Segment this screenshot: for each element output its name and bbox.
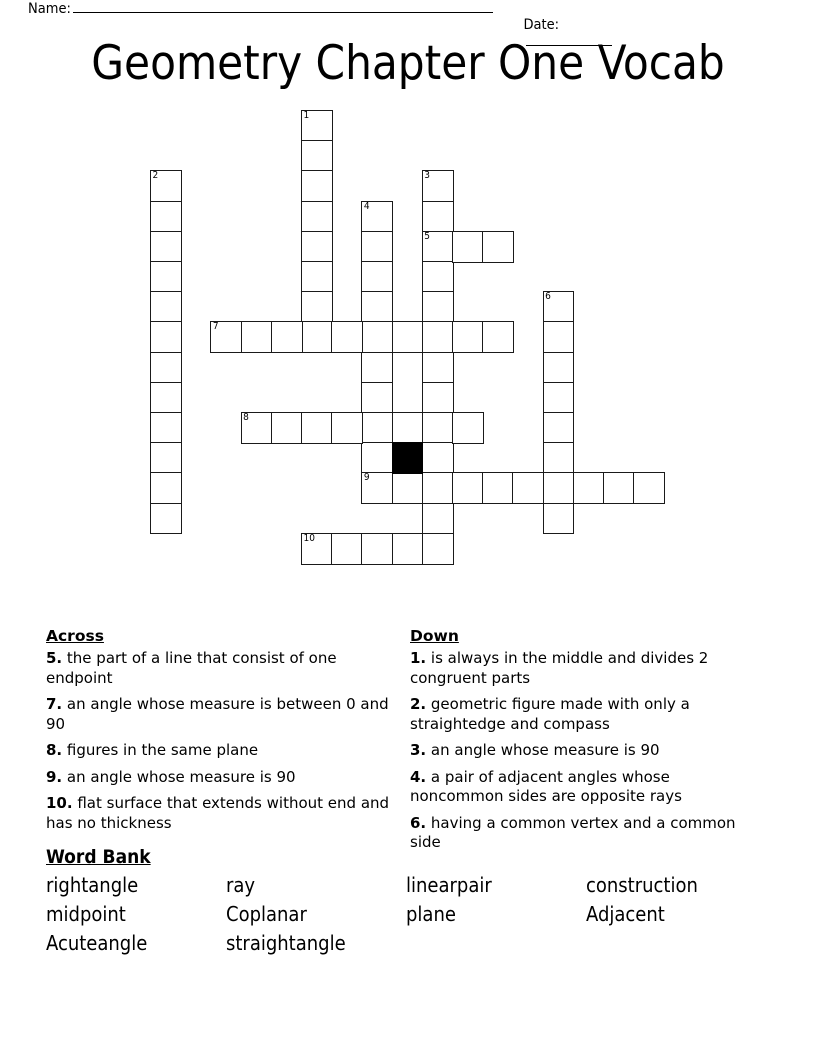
grid-cell[interactable] bbox=[271, 321, 303, 353]
grid-cell-number: 5 bbox=[424, 230, 431, 242]
word-bank-empty bbox=[586, 929, 776, 958]
grid-cell[interactable] bbox=[150, 231, 182, 263]
across-clue bbox=[46, 794, 394, 833]
grid-cell[interactable] bbox=[392, 533, 424, 565]
word-bank-word[interactable]: construction bbox=[586, 873, 698, 897]
grid-cell[interactable] bbox=[210, 321, 242, 353]
grid-cell[interactable] bbox=[301, 231, 333, 263]
grid-cell[interactable] bbox=[150, 261, 182, 293]
down-clue bbox=[410, 768, 746, 807]
word-bank-word[interactable]: Acuteangle bbox=[46, 931, 148, 955]
grid-cell[interactable] bbox=[452, 412, 484, 444]
across-clue-text: an angle whose measure is 90 bbox=[62, 767, 296, 786]
grid-cell-number: 6 bbox=[545, 291, 551, 303]
grid-cell[interactable] bbox=[543, 352, 575, 384]
across-clue-number: 7. bbox=[46, 695, 63, 713]
grid-cell[interactable] bbox=[392, 412, 424, 444]
across-clue-number: 9. bbox=[46, 767, 63, 786]
down-clue bbox=[410, 741, 746, 761]
word-bank-word[interactable]: plane bbox=[406, 902, 456, 926]
down-clue-text: having a common vertex and a common side bbox=[410, 813, 736, 851]
grid-cell[interactable] bbox=[422, 503, 454, 535]
grid-cell[interactable] bbox=[422, 261, 454, 293]
grid-cell[interactable] bbox=[482, 321, 514, 353]
name-label: Name: bbox=[28, 1, 71, 17]
grid-cell[interactable] bbox=[150, 201, 182, 233]
across-clue-text: flat surface that extends without end and has no thickness bbox=[46, 794, 390, 832]
down-clue-number: 3. bbox=[410, 741, 427, 759]
word-bank-word[interactable]: linearpair bbox=[406, 873, 492, 897]
grid-cell[interactable] bbox=[361, 201, 393, 233]
grid-cell[interactable] bbox=[331, 412, 363, 444]
word-bank-empty bbox=[406, 929, 586, 958]
page-title: Geometry Chapter One Vocab bbox=[91, 36, 725, 91]
grid-cell[interactable] bbox=[543, 442, 575, 474]
grid-cell[interactable] bbox=[543, 321, 575, 353]
down-clue-text: a pair of adjacent angles whose noncommon sides are opposite rays bbox=[410, 767, 682, 805]
down-clues-column bbox=[410, 627, 746, 860]
across-clue-number: 5. bbox=[46, 649, 63, 667]
grid-cell[interactable] bbox=[543, 472, 575, 504]
grid-cell[interactable] bbox=[361, 352, 393, 384]
grid-cell[interactable] bbox=[543, 503, 575, 535]
grid-cell[interactable] bbox=[361, 442, 393, 474]
grid-cell-number: 9 bbox=[363, 472, 370, 484]
grid-cell[interactable] bbox=[301, 261, 333, 293]
grid-cell[interactable] bbox=[150, 170, 182, 202]
across-clue bbox=[46, 741, 394, 761]
grid-cell[interactable] bbox=[543, 382, 575, 414]
grid-cell[interactable] bbox=[392, 472, 424, 504]
word-bank-grid bbox=[46, 871, 776, 958]
down-heading: Down bbox=[410, 627, 459, 645]
grid-cell[interactable] bbox=[361, 412, 393, 444]
grid-cell-number: 8 bbox=[243, 412, 249, 423]
grid-cell[interactable] bbox=[422, 533, 454, 565]
word-bank-word[interactable]: rightangle bbox=[46, 873, 139, 897]
word-bank-word[interactable]: straightangle bbox=[226, 931, 346, 955]
down-clue-number: 4. bbox=[410, 767, 427, 786]
down-clue bbox=[410, 649, 746, 688]
grid-cell[interactable] bbox=[301, 412, 333, 444]
word-bank-word[interactable]: midpoint bbox=[46, 902, 126, 926]
across-clue bbox=[46, 695, 394, 734]
grid-cell[interactable] bbox=[422, 442, 454, 474]
down-clue bbox=[410, 695, 746, 734]
across-clue bbox=[46, 649, 394, 688]
word-bank-heading: Word Bank bbox=[46, 846, 151, 868]
down-clue-number: 6. bbox=[410, 813, 427, 832]
grid-cell[interactable] bbox=[633, 472, 665, 504]
grid-cell[interactable] bbox=[422, 291, 454, 323]
grid-cell[interactable] bbox=[150, 291, 182, 323]
across-clue-text: figures in the same plane bbox=[62, 741, 259, 759]
grid-cell[interactable] bbox=[150, 472, 182, 504]
grid-cell-number: 7 bbox=[212, 321, 219, 333]
grid-cell[interactable] bbox=[301, 110, 333, 142]
word-bank-word[interactable]: Adjacent bbox=[586, 902, 665, 926]
grid-cell[interactable] bbox=[422, 231, 454, 263]
grid-cell[interactable] bbox=[241, 321, 273, 353]
grid-cell[interactable] bbox=[150, 503, 182, 535]
grid-cell[interactable] bbox=[241, 412, 273, 444]
across-clue-text: an angle whose measure is between 0 and 90 bbox=[46, 695, 389, 733]
grid-cell[interactable] bbox=[422, 382, 454, 414]
grid-cell[interactable] bbox=[150, 382, 182, 414]
grid-cell[interactable] bbox=[150, 352, 182, 384]
grid-cell[interactable] bbox=[301, 533, 333, 565]
down-clue-number: 2. bbox=[410, 695, 427, 713]
grid-cell[interactable] bbox=[301, 201, 333, 233]
grid-cell[interactable] bbox=[150, 412, 182, 444]
grid-cell[interactable] bbox=[301, 170, 333, 202]
grid-cell[interactable] bbox=[422, 472, 454, 504]
grid-cell[interactable] bbox=[361, 533, 393, 565]
grid-cell[interactable] bbox=[361, 382, 393, 414]
down-clue-text: an angle whose measure is 90 bbox=[426, 741, 660, 759]
grid-cell-number: 3 bbox=[424, 170, 431, 182]
word-bank-word[interactable]: ray bbox=[226, 873, 256, 897]
grid-cell[interactable] bbox=[331, 321, 363, 353]
word-bank-section bbox=[46, 845, 776, 958]
across-clue-list bbox=[46, 649, 394, 833]
grid-cell[interactable] bbox=[361, 472, 393, 504]
grid-cell[interactable] bbox=[422, 170, 454, 202]
grid-cell[interactable] bbox=[482, 472, 514, 504]
down-clue-text: is always in the middle and divides 2 congruent parts bbox=[410, 649, 709, 687]
grid-cell-number: 2 bbox=[152, 170, 159, 182]
grid-cell-number: 10 bbox=[303, 532, 315, 544]
grid-cell[interactable] bbox=[543, 412, 575, 444]
grid-cell[interactable] bbox=[361, 231, 393, 263]
grid-cell[interactable] bbox=[301, 140, 333, 172]
grid-cell[interactable] bbox=[452, 321, 484, 353]
grid-cell[interactable] bbox=[482, 231, 514, 263]
grid-cell[interactable] bbox=[422, 321, 454, 353]
grid-cell[interactable] bbox=[422, 201, 454, 233]
grid-cell[interactable] bbox=[603, 472, 635, 504]
grid-cell[interactable] bbox=[331, 533, 363, 565]
down-clue-text: geometric figure made with only a straightedge and compass bbox=[410, 695, 690, 733]
down-clue-list bbox=[410, 649, 746, 853]
grid-cell[interactable] bbox=[301, 291, 333, 323]
across-clue-number: 10. bbox=[46, 794, 73, 812]
grid-cell[interactable] bbox=[573, 472, 605, 504]
grid-cell[interactable] bbox=[150, 442, 182, 474]
date-label: Date: bbox=[523, 17, 560, 33]
grid-cell[interactable] bbox=[150, 321, 182, 353]
grid-cell[interactable] bbox=[392, 321, 424, 353]
across-clue-number: 8. bbox=[46, 741, 63, 759]
across-clue bbox=[46, 768, 394, 788]
grid-cell[interactable] bbox=[543, 291, 575, 323]
grid-cell[interactable] bbox=[361, 261, 393, 293]
grid-cell-number: 4 bbox=[363, 200, 370, 212]
grid-cell-blocked bbox=[392, 442, 424, 474]
word-bank-word[interactable]: Coplanar bbox=[226, 902, 307, 926]
clues-section bbox=[0, 627, 816, 851]
grid-cell[interactable] bbox=[361, 291, 393, 323]
grid-cell[interactable] bbox=[452, 231, 484, 263]
grid-cell[interactable] bbox=[512, 472, 544, 504]
grid-cell[interactable] bbox=[301, 321, 333, 353]
grid-cell[interactable] bbox=[271, 412, 303, 444]
grid-cell[interactable] bbox=[422, 352, 454, 384]
across-clues-column bbox=[46, 627, 394, 840]
grid-cell[interactable] bbox=[422, 412, 454, 444]
grid-cell[interactable] bbox=[452, 472, 484, 504]
grid-cell[interactable] bbox=[361, 321, 393, 353]
grid-cell-number: 1 bbox=[303, 110, 310, 121]
across-clue-text: the part of a line that consist of one endpoint bbox=[46, 649, 337, 687]
across-heading: Across bbox=[46, 627, 104, 645]
down-clue-number: 1. bbox=[410, 649, 427, 667]
